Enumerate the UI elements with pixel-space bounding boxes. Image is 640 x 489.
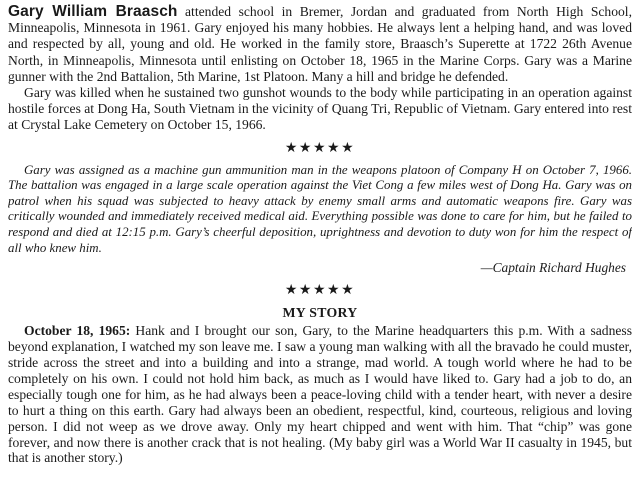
person-name: Gary William Braasch	[8, 4, 178, 20]
biography-text-1: attended school in Bremer, Jordan and graduated from North High School, Minneapolis, Minnesota in 1961. Gary enjoyed his many hobbies. He always lent a helping hand, and was loved and respected by all, young and old. He worked in the family store, Braasch’s Superette at 1722 26th Avenue North, in Minneapolis, Minnesota until enlisting on October 18, 1965 in the Marine Corps. Gary was a Marine gunner with the 2nd Battalion, 5th Marine, 1st Platoon. Many a hill and bridge he defended.	[8, 4, 632, 84]
story-date: October 18, 1965:	[24, 323, 131, 339]
captain-quote: Gary was assigned as a machine gun ammunition man in the weapons platoon of Company H on October 7, 1966. The battalion was engaged in a large scale operation against the Viet Cong a few miles west of Dong Ha. Gary was on patrol when his squad was subjected to heavy attack by enemy small arms and automatic weapons fire. Gary was critically wounded and immediately received medical aid. Everything possible was done to care for him, but he failed to respond and died at 12:15 p.m. Gary’s cheerful deposition, uprightness and devotion to duty won for him the respect of all who knew him.	[8, 162, 632, 255]
memorial-page	[8, 4, 632, 485]
star-separator-2: ★★★★★	[284, 283, 356, 299]
biography-paragraph-1	[8, 4, 632, 85]
story-heading: MY STORY	[282, 305, 358, 321]
biography-paragraph-2: Gary was killed when he sustained two gunshot wounds to the body while participating in an operation against hostile forces at Dong Ha, South Vietnam in the vicinity of Quang Tri, Republic of Vietnam. Gary entered into rest at Crystal Lake Cemetery on October 15, 1966.	[8, 85, 632, 133]
story-paragraph	[8, 323, 632, 466]
story-text: Hank and I brought our son, Gary, to the Marine headquarters this p.m. With a sadness beyond explanation, I watched my son leave me. I saw a young man walking with all the bravado he could muster, stride across the street and into a building and into a strange, mad world. A tough world where he had to be completely on his own. I could not hold him back, as much as I would have liked to. Gary had a job to do, an especially tough one for him, as he had always been a peace-loving child with a tender heart, with never a desire to hurt a thing on this earth. Gary had always been an obedient, respectful, kind, courteous, religious and loving person. I did not weep as we drove away. Only my heart chipped and went with him. That “chip” was gone forever, and now there is another crack that is not healing. (My baby girl was a World War II casualty in 1945, but that is another story.)	[8, 323, 632, 466]
quote-attribution: —Captain Richard Hughes	[480, 260, 626, 276]
star-separator-1: ★★★★★	[284, 140, 356, 156]
